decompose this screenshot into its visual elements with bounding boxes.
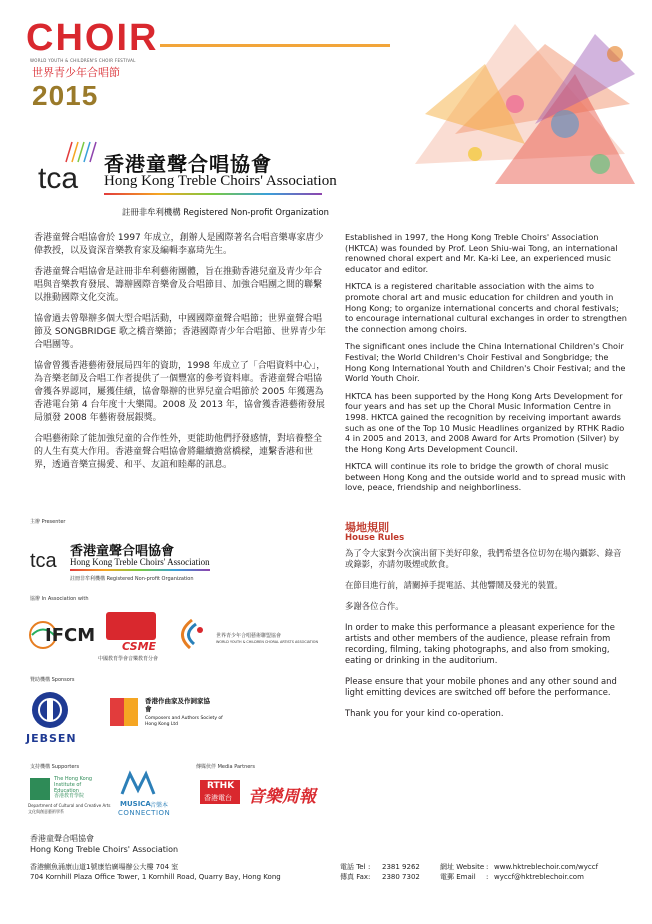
website-label: 網址 Website — [440, 863, 485, 871]
org-name-cn: 香港童聲合唱協會 — [104, 152, 272, 176]
presenter-name-cn: 香港童聲合唱協會 — [70, 544, 175, 559]
csme-name-cn: 中國教育學會音樂教育分會 — [98, 656, 159, 662]
tel-separator: : — [368, 863, 371, 871]
sponsors-label: 贊助機構 Sponsors — [30, 677, 75, 683]
house-rules-body — [345, 548, 627, 729]
media-partners-label: 傳媒伙伴 Media Partners — [196, 764, 255, 770]
cash-logo-accent — [124, 698, 138, 726]
en-paragraph: The significant ones include the China International Children's Choir Festival; the World Children's Choir Festival and Songbridge; the Hong Kong International Youth and Children's Choir Festival; and the World Youth Choir. — [345, 341, 626, 384]
ied-name-en: The Hong Kong Institute of Education — [54, 776, 93, 794]
music-weekly-logo: 音樂周報 — [248, 787, 316, 807]
cn-paragraph: 香港童聲合唱協會是註冊非牟利藝術團體，旨在推動香港兒童及青少年合唱與音樂教育發展、籌辦國際音樂會及合唱節目、加強合唱團之間的聯繫以推動國際文化交流。 — [34, 267, 323, 303]
tel-label: 電話 Tel — [340, 863, 366, 871]
csme-logo-box — [106, 612, 156, 640]
dcca-name-en: Department of Cultural and Creative Arts — [28, 803, 111, 808]
en-paragraph: HKTCA is a registered charitable association with the aims to promote choral art and music education for children and youth in Hong Kong; to organize international concerts and choral festivals; to encourage international cultural exchanges in order to strengthen the connection among choirs. — [345, 281, 627, 334]
ied-name-cn: 香港教育學院 — [54, 793, 85, 799]
festival-small-title: WORLD YOUTH & CHILDREN'S CHOIR FESTIVAL — [30, 58, 136, 63]
musica-logo: MUSICA — [120, 800, 151, 808]
registered-label: 註冊非牟利機構 Registered Non-profit Organization — [122, 207, 329, 217]
org-name-en: Hong Kong Treble Choirs' Association — [104, 173, 337, 189]
ifcm-logo: IFCM — [45, 625, 96, 646]
jebsen-crest-icon — [30, 690, 70, 730]
house-rule: 在節目進行前，請關掉手提電話、其他響鬧及發光的裝置。 — [345, 580, 563, 590]
csme-logo: CSME — [122, 640, 157, 653]
rthk-logo: RTHK — [207, 781, 235, 791]
email-link[interactable]: wyccf@hktreblechoir.com — [494, 873, 584, 881]
house-rule: 多謝各位合作。 — [345, 601, 404, 611]
jebsen-logo: JEBSEN — [26, 732, 77, 745]
cash-name-en: Composers and Authors Society of Hong Kong Ltd — [145, 716, 223, 727]
email-separator: : — [486, 873, 489, 881]
festival-cn-title: 世界青少年合唱節 — [32, 66, 120, 79]
festival-year: 2015 — [32, 80, 99, 111]
fax-value: 2380 7302 — [382, 873, 420, 881]
house-rule: Please ensure that your mobile phones and any other sound and light emitting devices are switched off before the performance. — [345, 676, 617, 697]
presenter-registered: 註冊非牟利機構 Registered Non-profit Organization — [70, 576, 194, 582]
presenter-tca-mark: tca — [30, 550, 57, 572]
footer-address-cn: 香港鰂魚涌康山道1號康怡廣場辦公大樓 704 室 — [30, 863, 179, 871]
house-rule: In order to make this performance a pleasant experience for the artists and other members of the audience, please refrain from recording, filming, taking photographs, and also from smoking, eating or drinking in the auditorium. — [345, 622, 615, 665]
en-paragraph: HKTCA will continue its role to bridge the growth of choral music between Hong Kong and the outside world and to spread music with love, peace, friendship and neighborliness. — [345, 461, 626, 493]
english-intro — [345, 232, 627, 500]
wycc-name-cn: 世界青少年合唱藝術聯盟協會 — [216, 633, 282, 639]
fax-label: 傳真 Fax — [340, 873, 369, 881]
en-paragraph: Established in 1997, the Hong Kong Treble Choirs' Association (HKTCA) was founded by Prof. Leon Shiu-wai Tong, an international renowned choral expert and Mr. Ka-ki Lee, an experienced music educator and editor. — [345, 232, 618, 274]
fax-separator: : — [368, 873, 371, 881]
connection-logo: CONNECTION — [118, 809, 171, 817]
house-rule: 為了令大家對今次演出留下美好印象，我們希望各位切勿在場內攝影、錄音或錄影，亦請勿吸煙或飲食。 — [345, 548, 622, 569]
dcca-name-cn: 文化與創意藝術學系 — [28, 809, 64, 814]
cn-paragraph: 協會曾獲香港藝術發展局四年的資助，1998 年成立了「合唱資料中心」，為音樂老師及合唱工作者提供了一個豐富的參考資料庫。香港童聲合唱協會獲各界認同，屢獲佳績，協會舉辦的世界兒童合唱節於 2005 年獲選為香港電台第 4 台年度十大樂聞。2008 及 2013 年，協會獲香港藝術發展局頒發 2008 年藝術發展銀獎。 — [34, 361, 326, 423]
presenter-color-bar — [70, 569, 210, 571]
wycc-name-en: WORLD YOUTH & CHILDREN CHORAL ARTISTS ASSOCIATION — [216, 640, 318, 644]
musica-logo-icon — [118, 770, 158, 796]
website-separator: : — [486, 863, 489, 871]
tca-rainbow-icon — [62, 140, 102, 164]
footer-name-cn: 香港童聲合唱協會 — [30, 834, 94, 843]
presenter-label: 主辦 Presenter — [30, 519, 66, 525]
cn-paragraph: 合唱藝術除了能加強兒童的合作性外，更能助他們抒發感情，對培養整全的人生有莫大作用。香港童聲合唱協會將繼續擔當橋樑，連繫香港和世界，透過音樂宣揚愛、和平、友誼和睦鄰的訊息。 — [34, 434, 323, 470]
wycc-logo-icon — [170, 616, 212, 652]
tel-value: 2381 9262 — [382, 863, 420, 871]
cn-paragraph: 協會過去曾舉辦多個大型合唱活動，中國國際童聲合唱節；世界童聲合唱節及 SONGBRIDGE 歌之橋音樂節；香港國際青少年合唱節、世界青少年合唱團等。 — [34, 314, 326, 350]
email-label: 電郵 Email — [440, 873, 476, 881]
cash-name-cn: 香港作曲家及作詞家協會 — [145, 697, 210, 713]
decorative-pattern — [395, 14, 635, 204]
en-paragraph: HKTCA has been supported by the Hong Kong Arts Development for four years and has set up the Choral Music Information Centre in 1998. HKTCA gained the recognition by receiving important awards such as one of the Top 10 Music Headlines organized by RTHK Radio 4 in 2005 and 2013, and 2008 Award for Arts Promotion (Silver) by the Hong Kong Arts Development Council. — [345, 390, 625, 454]
org-color-bar — [104, 193, 322, 195]
website-link[interactable]: www.hktreblechoir.com/wyccf — [494, 863, 599, 871]
chinese-intro — [34, 232, 329, 480]
choir-logo-text: CHOIR — [26, 17, 159, 59]
house-rules-title-en: House Rules — [345, 533, 405, 543]
footer-address-en: 704 Kornhill Plaza Office Tower, 1 Kornhill Road, Quarry Bay, Hong Kong — [30, 873, 281, 881]
supporters-label: 支持機構 Supporters — [30, 764, 80, 770]
cn-paragraph: 香港童聲合唱協會於 1997 年成立，創辦人是國際著名合唱音樂專家唐少偉教授，以及資深音樂教育家及編輯李嘉琦先生。 — [34, 233, 324, 256]
choir-logo-line — [160, 44, 390, 47]
house-rule: Thank you for your kind co-operation. — [345, 708, 504, 718]
ied-logo-box — [30, 778, 50, 800]
presenter-name-en: Hong Kong Treble Choirs' Association — [70, 557, 210, 567]
musica-logo-cn: 音樂本 — [150, 802, 169, 809]
footer-name-en: Hong Kong Treble Choirs' Association — [30, 845, 179, 854]
rthk-name-cn: 香港電台 — [204, 794, 232, 802]
tca-logo-mark: tca — [38, 162, 79, 195]
association-label: 協辦 In Association with — [30, 596, 89, 602]
house-rules-title-cn: 場地規則 — [345, 521, 389, 534]
